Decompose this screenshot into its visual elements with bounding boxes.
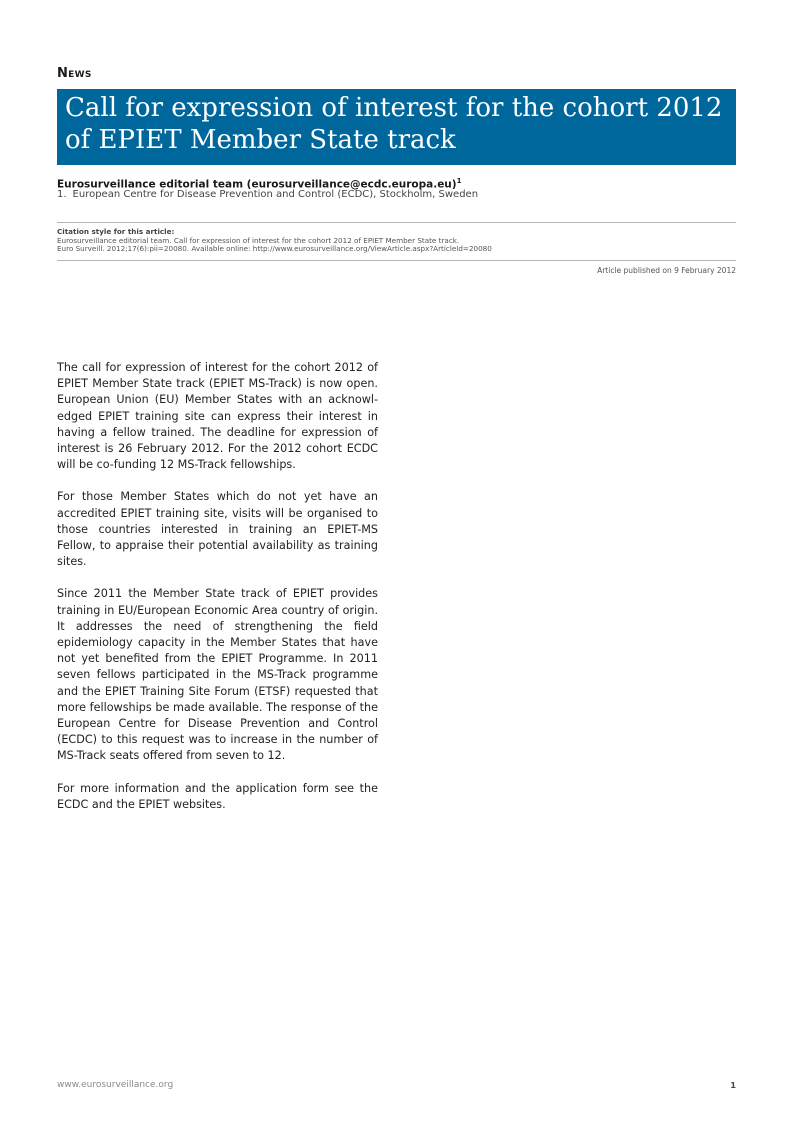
affiliation-text: European Centre for Disease Prevention and Control (ECDC), Stockholm, Sweden [72, 189, 479, 200]
footer-website-link[interactable]: www.eurosurveillance.org [57, 1080, 174, 1090]
article-body [57, 360, 378, 829]
article-title: Call for expression of interest for the cohort 2012 of EPIET Member State track [65, 93, 723, 155]
body-paragraph-1: The call for expression of interest for the cohort 2012 of EPIET Member State track (EPIET MS-Track) is now open. European Union (EU) Member States with an acknowledged EPIET training site can express their interest in having a fellow trained. The deadline for expression of interest is 26 February 2012. For the 2012 cohort ECDC will be co-funding 12 MS-Track fellowships. [57, 361, 378, 472]
section-label: News [57, 66, 92, 81]
body-paragraph-2: For those Member States which do not yet have an accredited EPIET training site, visits will be organised to those countries interested in training an EPIET-MS Fellow, to appraise their potential availability as training sites. [57, 490, 378, 569]
citation-block [57, 228, 736, 254]
citation-line-1: Eurosurveillance editorial team. Call for expression of interest for the cohort 2012 of EPIET Member State track. [57, 235, 460, 245]
divider-bottom [57, 260, 736, 261]
citation-heading: Citation style for this article: [57, 227, 175, 236]
affiliation-line [57, 189, 478, 200]
published-date: Article published on 9 February 2012 [597, 266, 736, 275]
page-number: 1 [730, 1081, 736, 1090]
author-affiliation-marker: 1 [456, 177, 462, 185]
body-paragraph-3: Since 2011 the Member State track of EPIET provides training in EU/European Economic Area country of origin. It addresses the need of strengthening the field epidemiology capacity in the Member States that have not yet benefited from the EPIET Programme. In 2011 seven fellows participated in the MS-Track programme and the EPIET Training Site Forum (ETSF) requested that more fellowships be made available. The response of the European Centre for Disease Prevention and Control (ECDC) to this request was to increase in the number of MS-Track seats offered from seven to 12. [57, 587, 378, 763]
citation-line-2[interactable]: Euro Surveill. 2012;17(6):pii=20080. Available online: http://www.eurosurveillance.org/ViewArticle.aspx?ArticleId=20080 [57, 244, 492, 254]
title-banner [57, 89, 736, 165]
affiliation-number: 1. [57, 189, 67, 200]
divider-top [57, 222, 736, 223]
body-paragraph-4: For more information and the application form see the ECDC and the EPIET websites. [57, 781, 378, 811]
author-name: Eurosurveillance editorial team (eurosurveillance@ecdc.europa.eu) [57, 178, 457, 191]
